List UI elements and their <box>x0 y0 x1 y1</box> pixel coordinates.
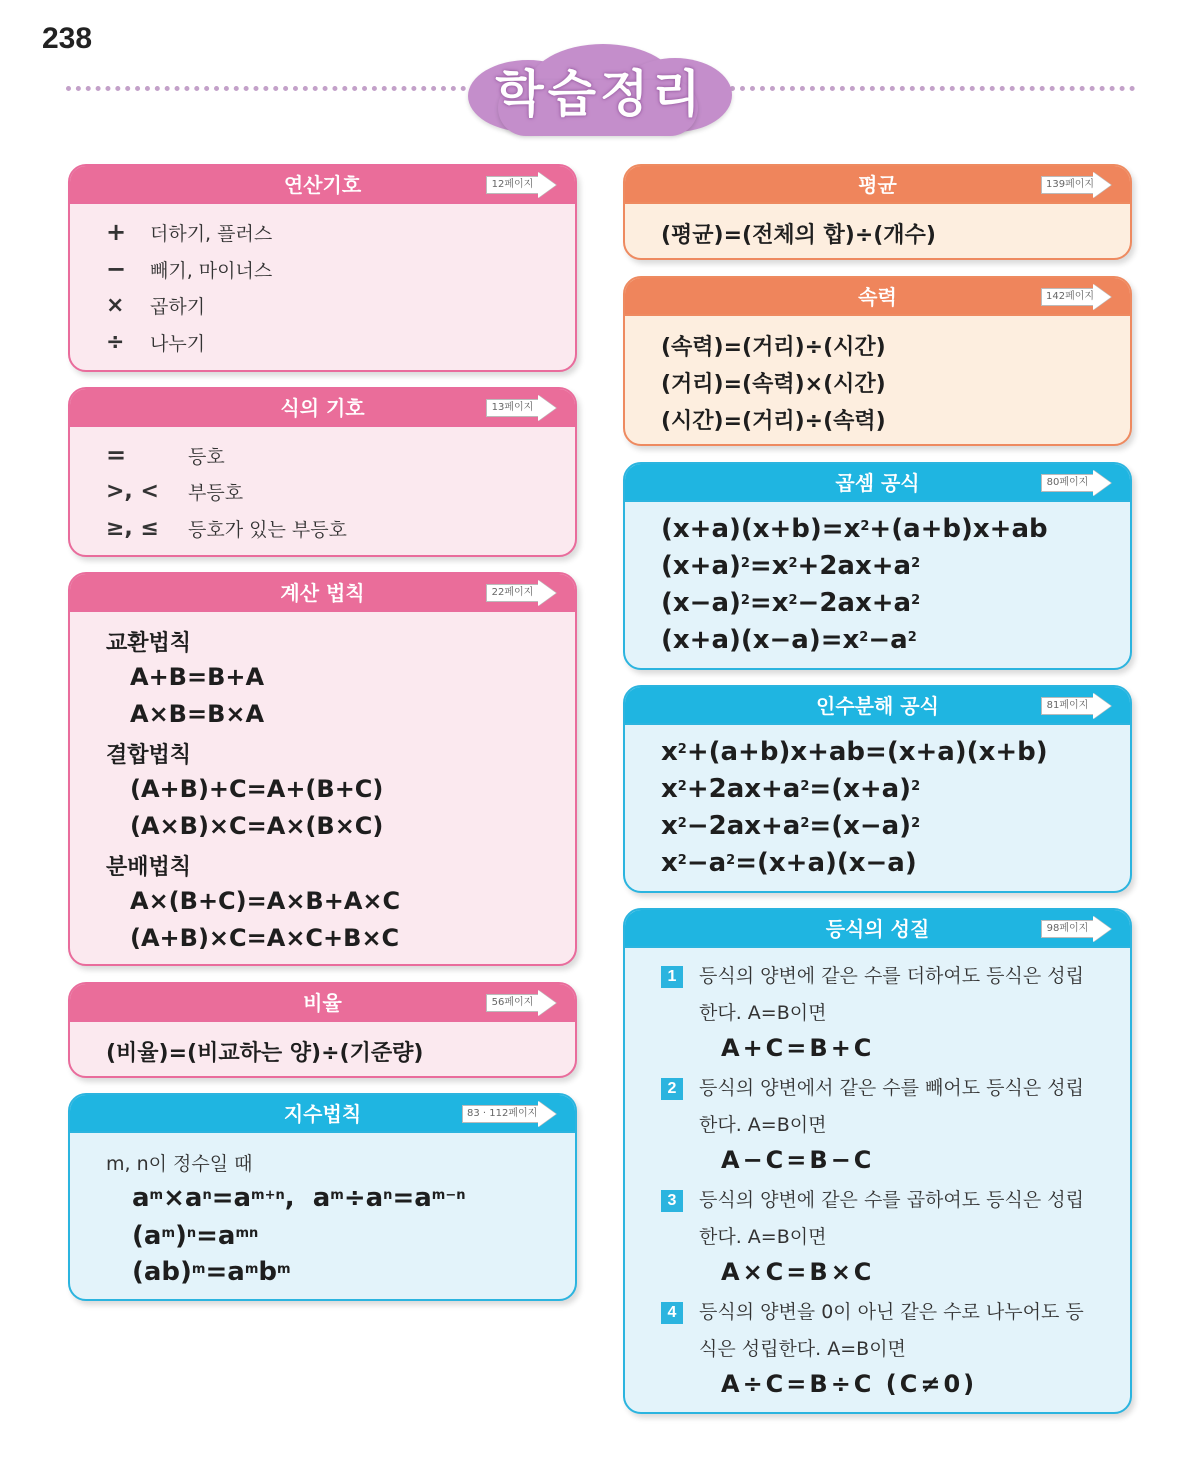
distributive-label: 분배법칙 <box>106 855 192 880</box>
divide-symbol: ÷ <box>106 330 125 355</box>
property-item: 4 등식의 양변을 0이 아닌 같은 수로 나누어도 등 <box>661 1294 1084 1331</box>
equals-symbol: = <box>106 441 127 469</box>
exponents-box <box>68 1093 577 1301</box>
title-divider-left <box>66 86 476 91</box>
formula: A÷C=B÷C (C≠0) <box>721 1370 978 1398</box>
multiplication-header: 곱셈 공식 80페이지 <box>625 464 1130 502</box>
property-item: 3 등식의 양변에 같은 수를 곱하여도 등식은 성립 <box>661 1182 1084 1219</box>
exponents-header: 지수법칙 83 · 112페이지 <box>70 1095 575 1133</box>
exponent-law-product-quotient: a $^m$ ×a $^n$ =a $^{m+n}$ , a $^m$ ÷a $^n$ =a $^{m-n}$ <box>132 1183 466 1213</box>
title-banner <box>468 40 732 136</box>
inequality-equal-symbols: ≥, ≤ <box>106 516 159 541</box>
exponent-law-power: (a $^m$ ) $^n$ =a $^{mn}$ <box>132 1221 259 1251</box>
number-badge: 4 <box>661 1302 683 1324</box>
operators-header: 연산기호 12페이지 <box>70 166 575 204</box>
equality-box <box>623 908 1132 1414</box>
formula: x $^2$ −a $^2$ =(x+a)(x−a) <box>661 848 917 878</box>
formula: (평균)=(전체의 합)÷(개수) <box>661 223 936 248</box>
formula: (비율)=(비교하는 양)÷(기준량) <box>106 1041 424 1066</box>
average-box <box>623 164 1132 260</box>
formula: (x+a)(x+b)=x $^2$ +(a+b)x+ab <box>661 514 1048 544</box>
inequality-symbols: >, < <box>106 479 159 504</box>
relation-symbols-header: 식의 기호 13페이지 <box>70 389 575 427</box>
formula: A×B=B×A <box>130 700 265 728</box>
property-item: 2 등식의 양변에서 같은 수를 빼어도 등식은 성립 <box>661 1070 1084 1107</box>
formula: A−C=B−C <box>721 1146 875 1174</box>
formula: (속력)=(거리)÷(시간) <box>661 335 886 360</box>
operators-box: 연산기호 12페이지 + 더하기, 플러스 − 빼기, 마이너스 × 곱하기 ÷ 나누기 <box>68 164 577 372</box>
times-symbol: × <box>106 293 125 318</box>
number-badge: 1 <box>661 966 683 988</box>
commutative-label: 교환법칙 <box>106 631 192 656</box>
property-text: 한다. A=B이면 <box>699 1114 827 1136</box>
number-badge: 3 <box>661 1190 683 1212</box>
formula: (x+a)(x−a)=x $^2$ −a $^2$ <box>661 625 917 655</box>
property-item: 1 등식의 양변에 같은 수를 더하여도 등식은 성립 <box>661 958 1084 995</box>
laws-header: 계산 법칙 22페이지 <box>70 574 575 612</box>
factorization-header: 인수분해 공식 81페이지 <box>625 687 1130 725</box>
ratio-box <box>68 982 577 1078</box>
number-badge: 2 <box>661 1078 683 1100</box>
speed-header: 속력 142페이지 <box>625 278 1130 316</box>
factorization-box <box>623 685 1132 893</box>
page-title: 학습정리 <box>495 65 705 123</box>
formula: A×C=B×C <box>721 1258 875 1286</box>
exponent-law-product-power: (ab) $^m$ =a $^m$ b $^m$ <box>132 1257 291 1287</box>
formula: x $^2$ −2ax+a $^2$ =(x−a) $^2$ <box>661 811 921 841</box>
property-text: 식은 성립한다. A=B이면 <box>699 1338 906 1360</box>
equality-header: 등식의 성질 98페이지 <box>625 910 1130 948</box>
minus-symbol: − <box>106 255 127 283</box>
exponent-condition: m, n이 정수일 때 <box>106 1153 253 1175</box>
relation-symbols-box: 식의 기호 13페이지 = 등호 >, < 부등호 ≥, ≤ 등호가 있는 부등호 <box>68 387 577 557</box>
formula: (A×B)×C=A×(B×C) <box>130 812 384 840</box>
title-divider-right <box>730 86 1135 91</box>
formula: (거리)=(속력)×(시간) <box>661 372 886 397</box>
page-number: 238 <box>42 22 93 55</box>
associative-label: 결합법칙 <box>106 743 192 768</box>
property-text: 한다. A=B이면 <box>699 1226 827 1248</box>
formula: (A+B)×C=A×C+B×C <box>130 924 400 952</box>
laws-box <box>68 572 577 966</box>
average-header: 평균 139페이지 <box>625 166 1130 204</box>
formula: (A+B)+C=A+(B+C) <box>130 775 384 803</box>
ratio-header: 비율 56페이지 <box>70 984 575 1022</box>
speed-box <box>623 276 1132 446</box>
formula: (x+a) $^2$ =x $^2$ +2ax+a $^2$ <box>661 551 921 581</box>
formula: A×(B+C)=A×B+A×C <box>130 887 401 915</box>
property-text: 한다. A=B이면 <box>699 1002 827 1024</box>
multiplication-box <box>623 462 1132 670</box>
formula: A+B=B+A <box>130 663 265 691</box>
formula: A+C=B+C <box>721 1034 875 1062</box>
plus-symbol: + <box>106 218 127 246</box>
formula: x $^2$ +(a+b)x+ab=(x+a)(x+b) <box>661 737 1048 767</box>
formula: (시간)=(거리)÷(속력) <box>661 409 886 434</box>
formula: x $^2$ +2ax+a $^2$ =(x+a) $^2$ <box>661 774 921 804</box>
formula: (x−a) $^2$ =x $^2$ −2ax+a $^2$ <box>661 588 921 618</box>
